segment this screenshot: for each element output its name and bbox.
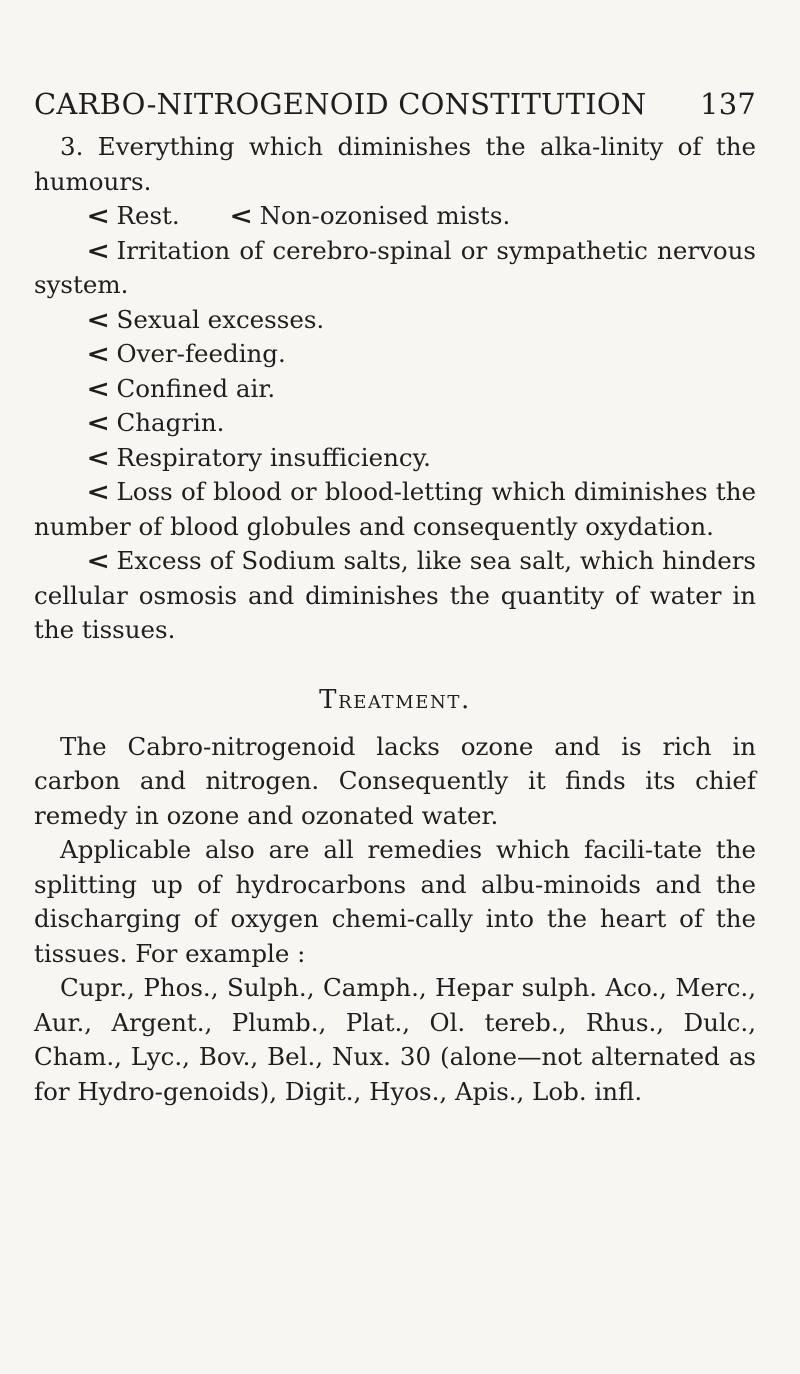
less-than-symbol: < bbox=[86, 477, 111, 506]
list-item-text: Loss of blood or blood-letting which diminishes the number of blood globules and consequently oxydation. bbox=[34, 477, 756, 541]
list-item-sexual bbox=[34, 303, 756, 338]
list-item-text: Sexual excesses. bbox=[116, 304, 325, 334]
treatment-heading: Treatment. bbox=[319, 684, 471, 715]
list-item-excess-sodium bbox=[34, 544, 756, 648]
list-item-rest-mists bbox=[34, 199, 756, 234]
list-item-text: Non-ozonised mists. bbox=[259, 201, 511, 230]
less-than-symbol: < bbox=[86, 408, 111, 437]
list-item-text: Irritation of cerebro-spinal or sympathetic nervous system. bbox=[34, 235, 756, 299]
page-number: 137 bbox=[700, 87, 756, 121]
treatment-paragraph-3: Cupr., Phos., Sulph., Camph., Hepar sulph. Aco., Merc., Aur., Argent., Plumb., Plat., Ol. tereb., Rhus., Dulc., Cham., Lyc., Bov., Bel., Nux. 30 (alone—not alternated as for Hydro-genoids), Digit., Hyos., Apis., Lob. infl. bbox=[34, 973, 756, 1106]
list-item-text: Rest. bbox=[116, 201, 180, 230]
list-item-text: Respiratory insufficiency. bbox=[116, 442, 431, 472]
body-text bbox=[34, 130, 756, 1109]
less-than-symbol: < bbox=[86, 373, 111, 403]
list-item-text: Chagrin. bbox=[116, 408, 225, 437]
list-item-3: 3. Everything which diminishes the alka-linity of the humours. bbox=[34, 132, 756, 196]
running-head-title: CARBO-NITROGENOID CONSTITUTION bbox=[34, 87, 647, 121]
treatment-paragraph-2: Applicable also are all remedies which facili-tate the splitting up of hydrocarbons and albu-minoids and the discharging of oxygen chemi-cally into the heart of the tissues. For example : bbox=[34, 835, 756, 968]
list-item-irritation bbox=[34, 234, 756, 303]
less-than-symbol: < bbox=[86, 339, 111, 368]
list-item-respiratory bbox=[34, 441, 756, 476]
list-item-chagrin bbox=[34, 406, 756, 441]
list-item-text: Confined air. bbox=[116, 373, 276, 403]
less-than-symbol: < bbox=[86, 235, 111, 265]
less-than-symbol: < bbox=[86, 201, 111, 230]
less-than-symbol: < bbox=[229, 201, 254, 230]
list-item-confined-air bbox=[34, 372, 756, 407]
less-than-symbol: < bbox=[86, 304, 111, 334]
list-item-text: Excess of Sodium salts, like sea salt, which hinders cellular osmosis and diminishes the quantity of water in the tissues. bbox=[34, 546, 756, 644]
page bbox=[34, 86, 756, 1109]
less-than-symbol: < bbox=[86, 546, 111, 575]
list-item-loss-of-blood bbox=[34, 475, 756, 544]
running-head bbox=[34, 86, 756, 122]
treatment-paragraph-1: The Cabro-nitrogenoid lacks ozone and is rich in carbon and nitrogen. Consequently it finds its chief remedy in ozone and ozonated water. bbox=[34, 731, 756, 830]
list-item-overfeeding bbox=[34, 337, 756, 372]
less-than-symbol: < bbox=[86, 442, 111, 472]
list-item-text: Over-feeding. bbox=[116, 339, 286, 368]
